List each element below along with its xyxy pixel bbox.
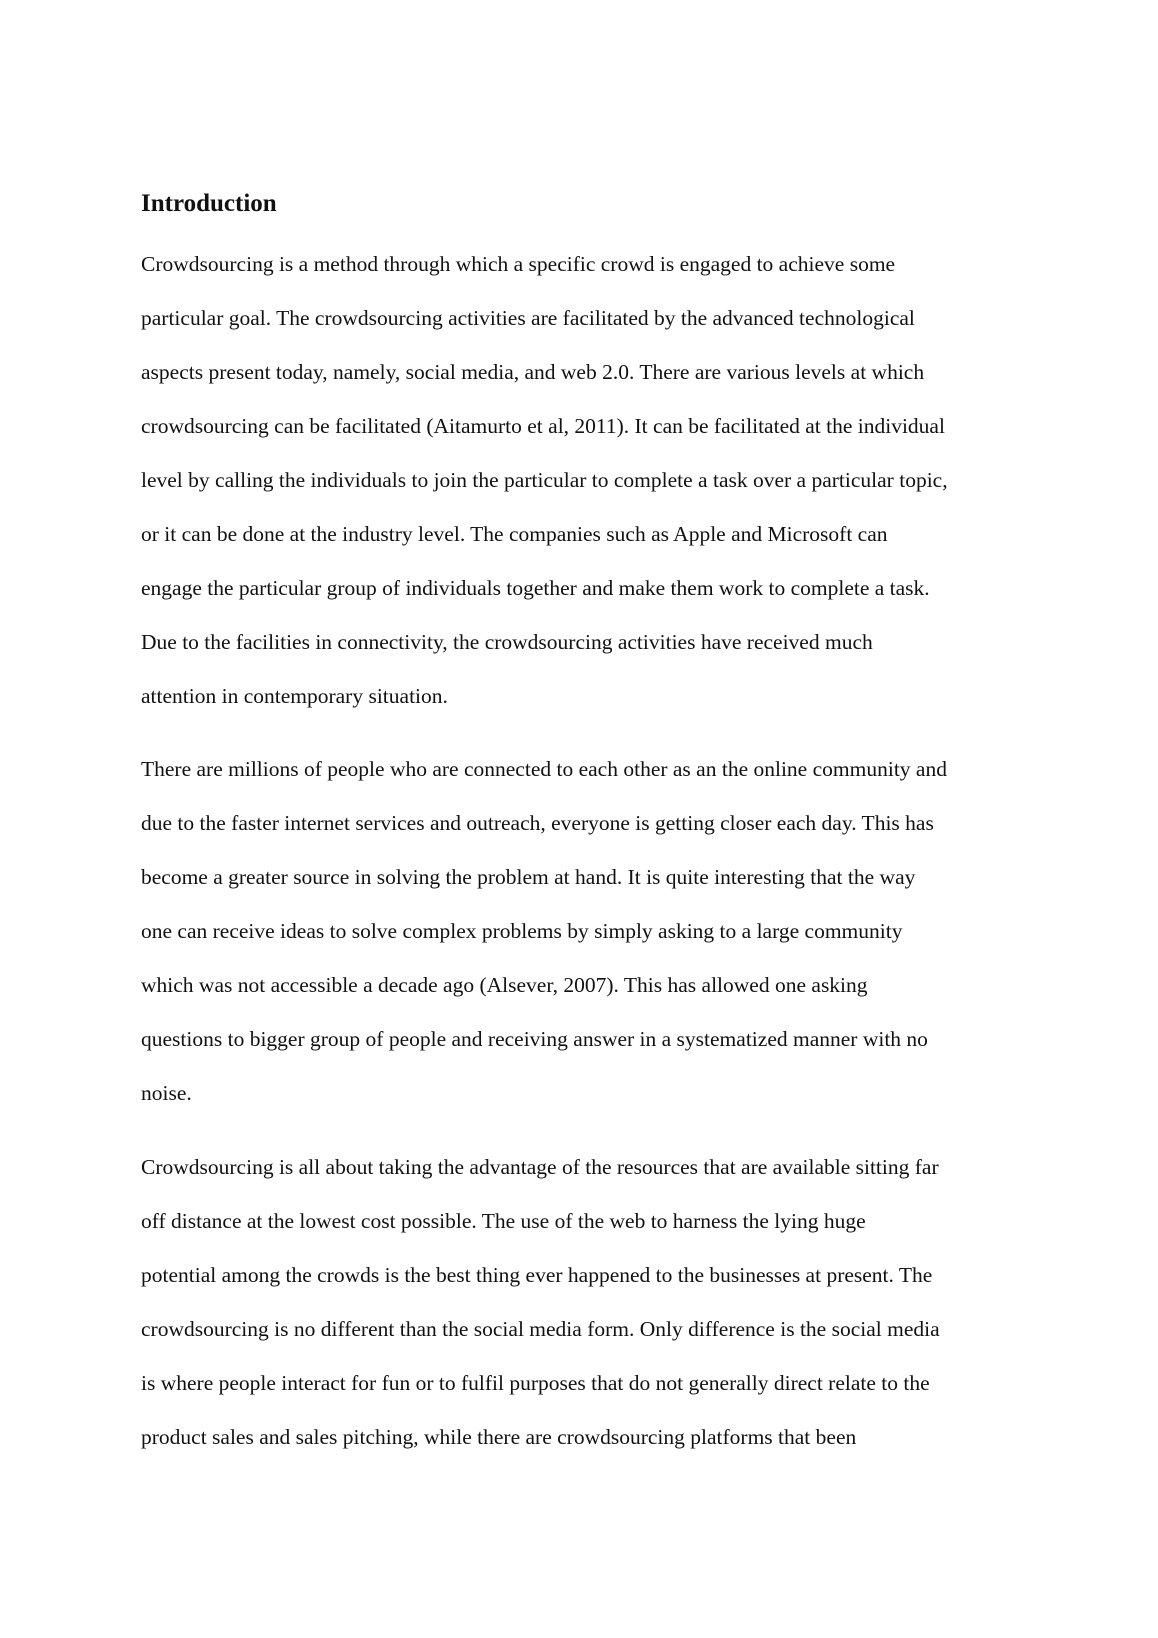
text-line: particular goal. The crowdsourcing activities are facilitated by the advanced technological bbox=[141, 306, 915, 330]
text-line: attention in contemporary situation. bbox=[141, 684, 448, 708]
text-line: crowdsourcing is no different than the social media form. Only difference is the social media bbox=[141, 1317, 940, 1341]
text-line: level by calling the individuals to join the particular to complete a task over a particular topic, bbox=[141, 468, 948, 492]
text-line: become a greater source in solving the problem at hand. It is quite interesting that the way bbox=[141, 865, 916, 889]
text-line: Crowdsourcing is all about taking the advantage of the resources that are available sitting far bbox=[141, 1155, 939, 1179]
text-line: noise. bbox=[141, 1081, 192, 1105]
paragraph-1 bbox=[141, 250, 948, 736]
text-line: or it can be done at the industry level. The companies such as Apple and Microsoft can bbox=[141, 522, 888, 546]
text-line: crowdsourcing can be facilitated (Aitamurto et al, 2011). It can be facilitated at the individual bbox=[141, 414, 945, 438]
text-line: potential among the crowds is the best thing ever happened to the businesses at present. The bbox=[141, 1263, 933, 1287]
paragraph-2 bbox=[141, 755, 947, 1133]
section-heading: Introduction bbox=[141, 190, 277, 217]
text-line: There are millions of people who are connected to each other as an the online community and bbox=[141, 757, 947, 781]
text-line: product sales and sales pitching, while there are crowdsourcing platforms that been bbox=[141, 1425, 857, 1449]
text-line: off distance at the lowest cost possible. The use of the web to harness the lying huge bbox=[141, 1209, 866, 1233]
text-line: questions to bigger group of people and receiving answer in a systematized manner with no bbox=[141, 1027, 928, 1051]
text-line: engage the particular group of individuals together and make them work to complete a task. bbox=[141, 576, 930, 600]
text-line: Crowdsourcing is a method through which a specific crowd is engaged to achieve some bbox=[141, 252, 896, 276]
text-line: aspects present today, namely, social media, and web 2.0. There are various levels at which bbox=[141, 360, 925, 384]
text-line: one can receive ideas to solve complex problems by simply asking to a large community bbox=[141, 919, 903, 943]
text-line: due to the faster internet services and outreach, everyone is getting closer each day. This has bbox=[141, 811, 934, 835]
paragraph-3 bbox=[141, 1153, 940, 1477]
text-line: is where people interact for fun or to fulfil purposes that do not generally direct relate to the bbox=[141, 1371, 930, 1395]
text-line: which was not accessible a decade ago (Alsever, 2007). This has allowed one asking bbox=[141, 973, 868, 997]
text-line: Due to the facilities in connectivity, the crowdsourcing activities have received much bbox=[141, 630, 873, 654]
